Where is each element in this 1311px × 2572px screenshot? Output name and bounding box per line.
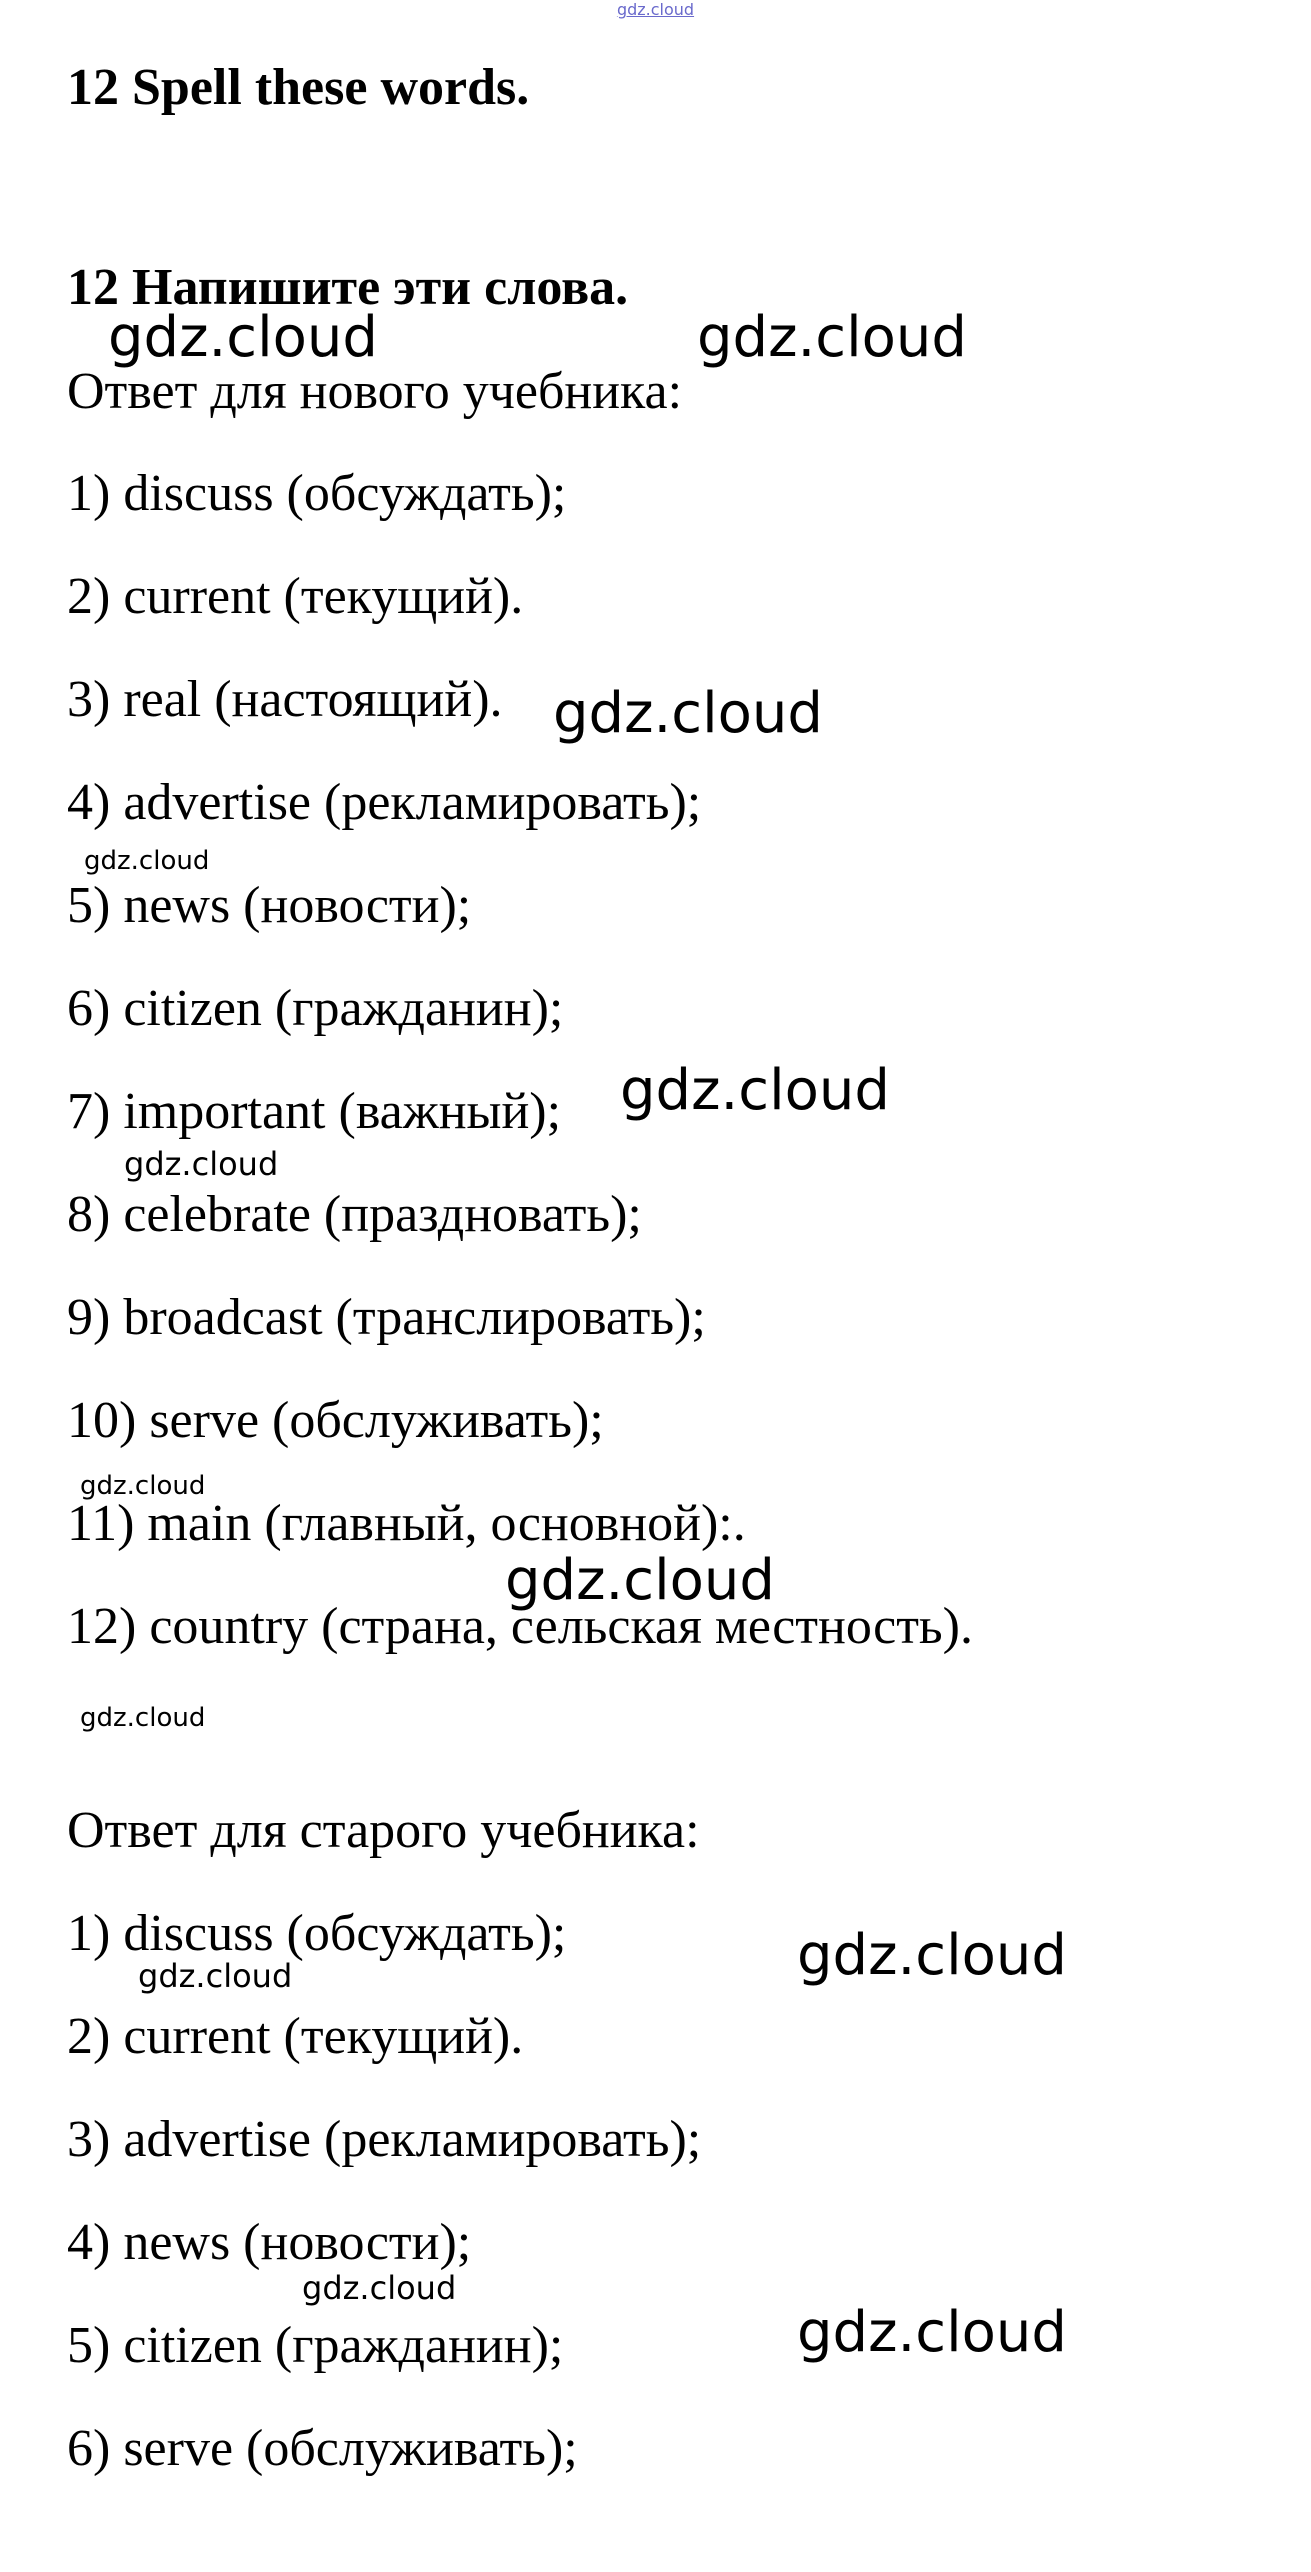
- watermark: gdz.cloud: [84, 846, 210, 876]
- watermark: gdz.cloud: [697, 305, 967, 370]
- watermark: gdz.cloud: [138, 1957, 293, 1995]
- top-watermark: gdz.cloud: [616, 0, 695, 19]
- watermark: gdz.cloud: [80, 1703, 206, 1733]
- old-book-item-4: 4) news (новости);: [67, 2214, 472, 2271]
- watermark: gdz.cloud: [553, 681, 823, 746]
- new-book-item-8: 8) celebrate (праздновать);: [67, 1186, 642, 1243]
- task-title-en: 12 Spell these words.: [67, 59, 530, 116]
- new-book-item-12: 12) country (страна, сельская местность).: [67, 1598, 973, 1655]
- new-book-item-4: 4) advertise (рекламировать);: [67, 774, 702, 831]
- watermark: gdz.cloud: [797, 1923, 1067, 1988]
- new-book-item-3: 3) real (настоящий).: [67, 671, 503, 728]
- new-book-item-7: 7) important (важный);: [67, 1083, 562, 1140]
- watermark: gdz.cloud: [124, 1145, 279, 1183]
- task-title-ru: 12 Напишите эти слова.: [67, 259, 629, 316]
- old-book-item-3: 3) advertise (рекламировать);: [67, 2111, 702, 2168]
- new-book-item-1: 1) discuss (обсуждать);: [67, 465, 567, 522]
- old-book-item-1: 1) discuss (обсуждать);: [67, 1905, 567, 1962]
- watermark: gdz.cloud: [302, 2269, 457, 2307]
- old-book-label: Ответ для старого учебника:: [67, 1802, 700, 1859]
- new-book-item-11: 11) main (главный, основной):.: [67, 1495, 746, 1552]
- watermark: gdz.cloud: [797, 2300, 1067, 2365]
- new-book-item-5: 5) news (новости);: [67, 877, 472, 934]
- new-book-item-10: 10) serve (обслуживать);: [67, 1392, 604, 1449]
- old-book-item-2: 2) current (текущий).: [67, 2008, 524, 2065]
- new-book-item-6: 6) citizen (гражданин);: [67, 980, 564, 1037]
- watermark: gdz.cloud: [505, 1548, 775, 1613]
- new-book-label: Ответ для нового учебника:: [67, 363, 683, 420]
- old-book-item-5: 5) citizen (гражданин);: [67, 2317, 564, 2374]
- watermark: gdz.cloud: [80, 1471, 206, 1501]
- watermark: gdz.cloud: [620, 1058, 890, 1123]
- old-book-item-6: 6) serve (обслуживать);: [67, 2420, 578, 2477]
- new-book-item-2: 2) current (текущий).: [67, 568, 524, 625]
- new-book-item-9: 9) broadcast (транслировать);: [67, 1289, 706, 1346]
- watermark: gdz.cloud: [108, 305, 378, 370]
